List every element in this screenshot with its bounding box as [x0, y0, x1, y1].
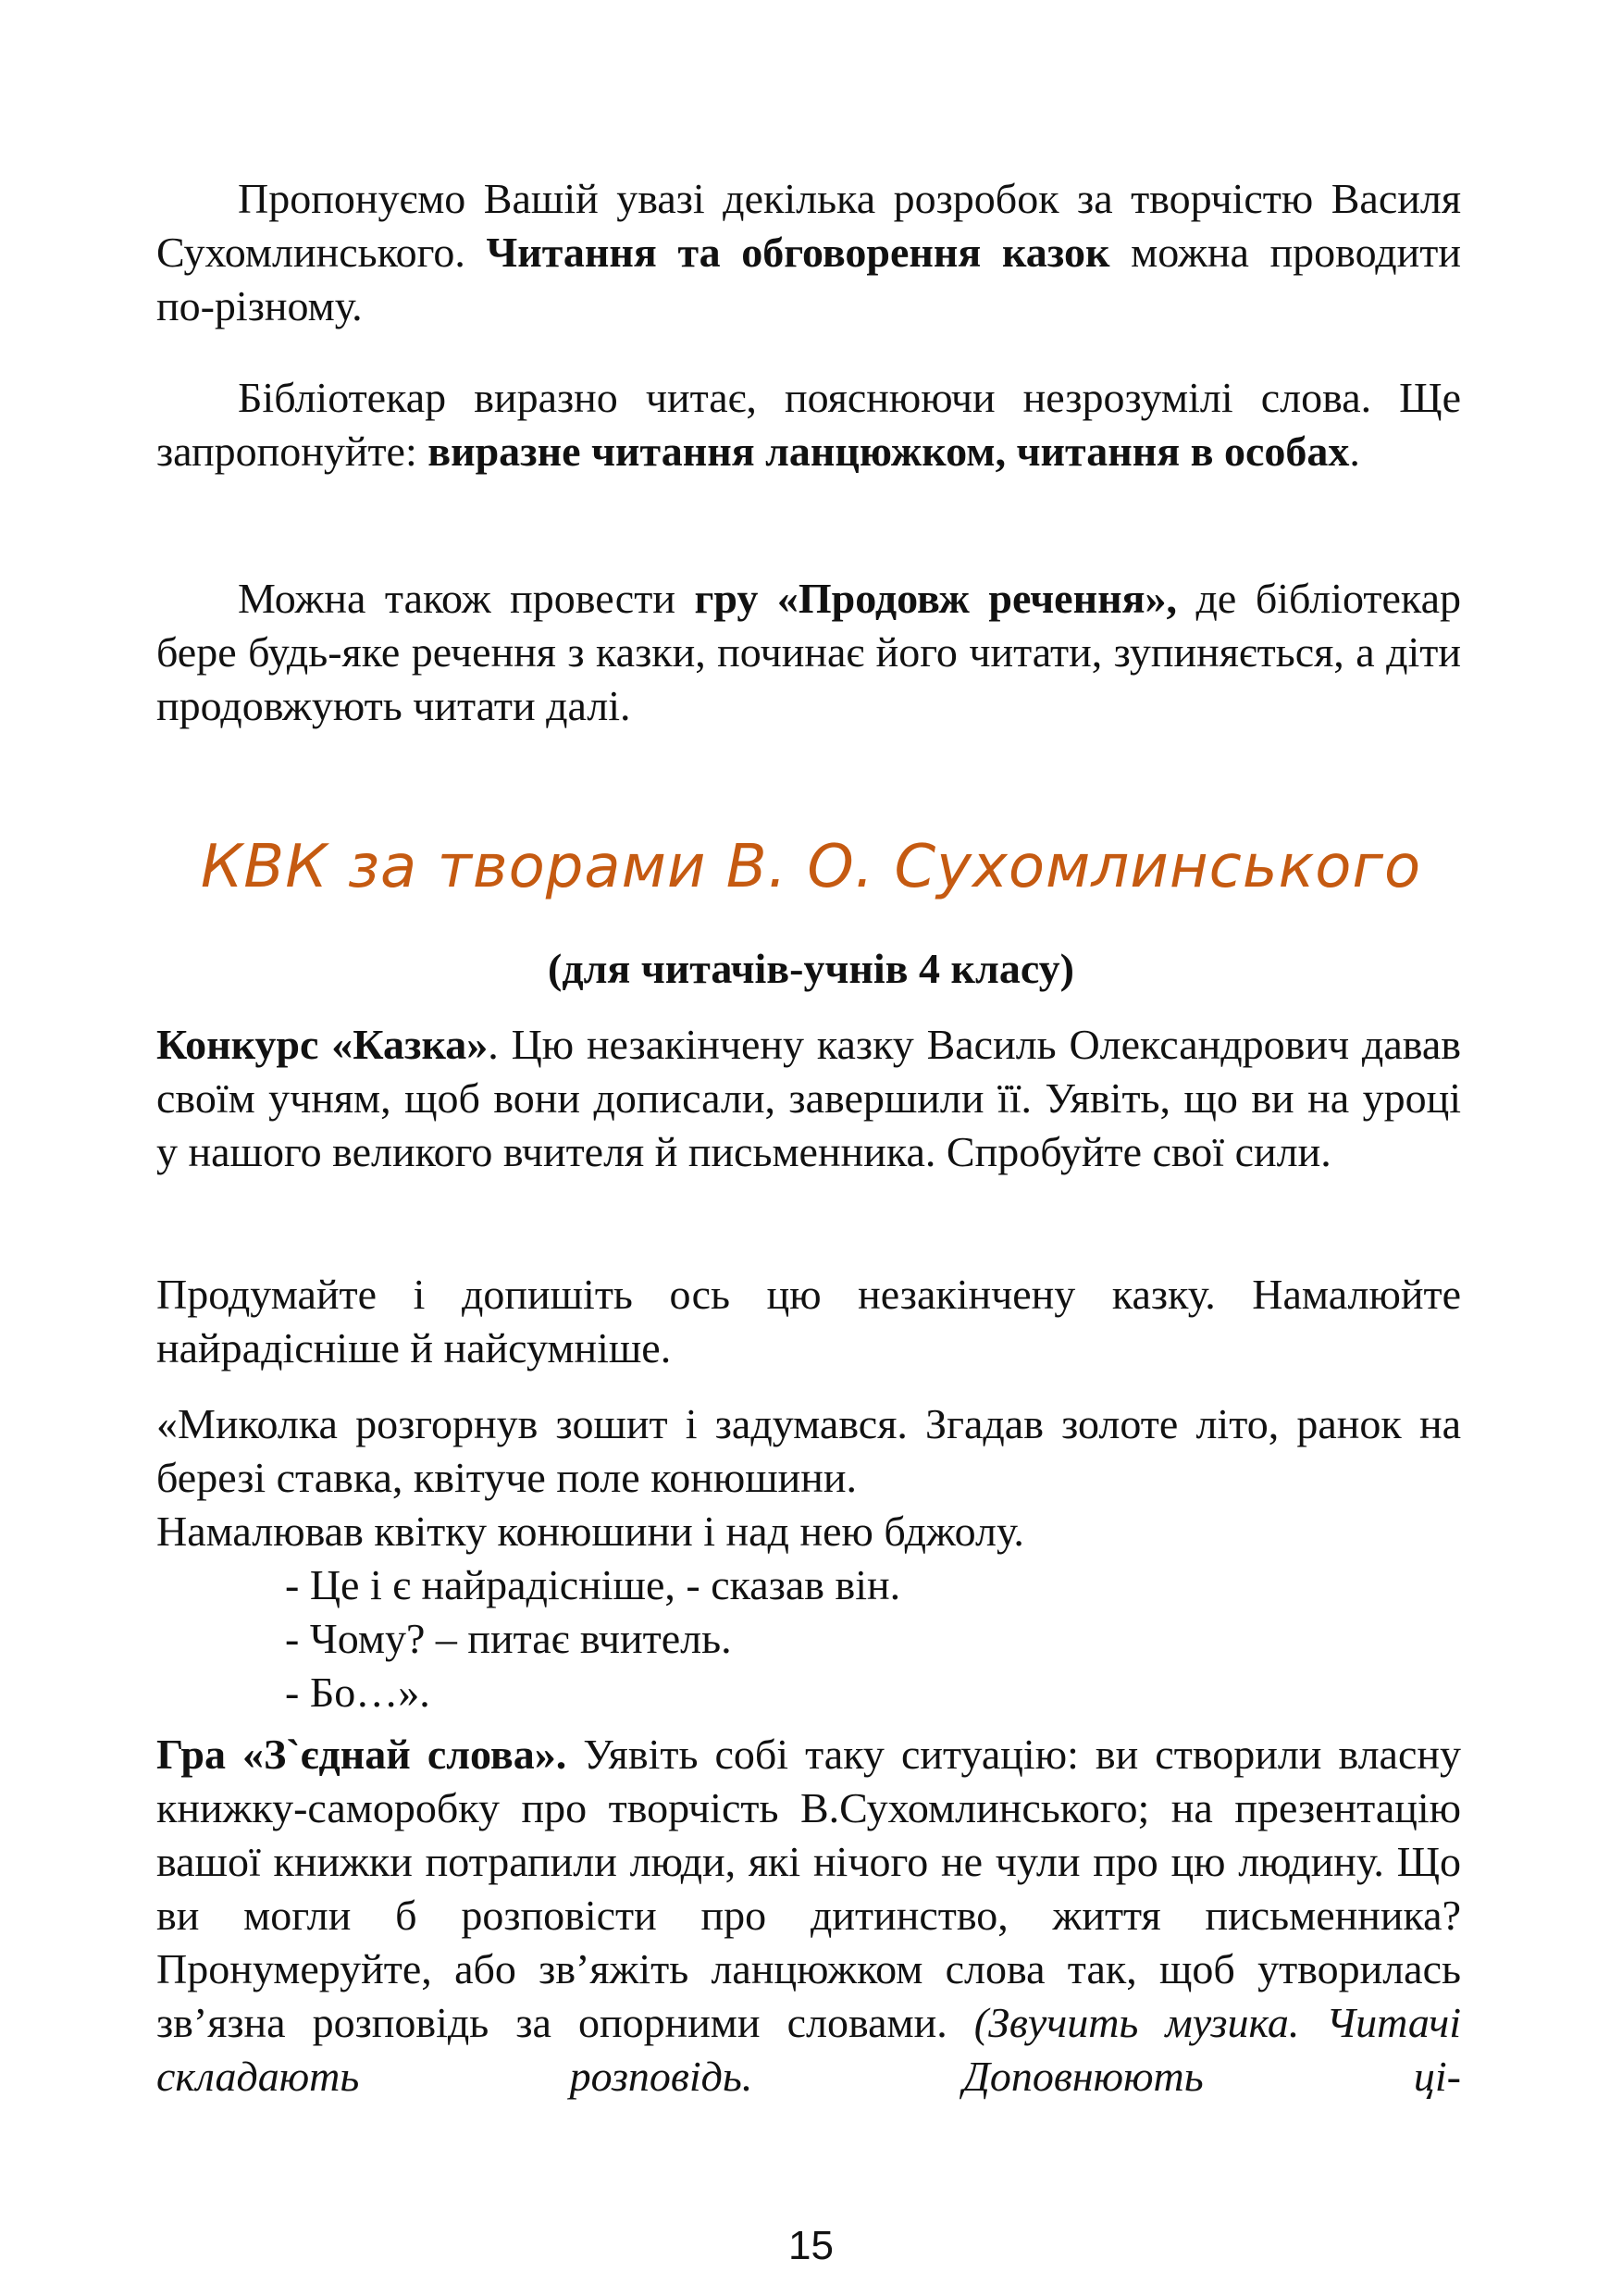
intro-text: Бібліотекар виразно читає, пояснюючи незрозумілі слова. Ще запропонуйте:: [156, 374, 1461, 475]
dialog-line: - Це і є найрадісніше, - сказав він.: [285, 1561, 901, 1608]
intro-text: можна проводити по-різному.: [156, 229, 1462, 329]
intro-paragraph-2: [156, 371, 1461, 478]
intro-paragraph-3: [156, 572, 1461, 733]
intro-text: .: [1349, 428, 1360, 475]
intro-text: Пропонуємо Вашій увазі декілька розробок за творчістю Василя Сухомлинського.: [156, 175, 1461, 276]
game-italic-note: (Звучить музика. Читачі складають розповідь. Доповнюють ці-: [156, 1999, 1462, 2100]
dialog-line: - Чому? – питає вчитель.: [285, 1615, 732, 1662]
intro-bold-phrase: виразне читання ланцюжком, читання в особах: [427, 428, 1350, 475]
intro-bold-phrase: гру «Продовж речення»,: [694, 575, 1177, 622]
contest-paragraph: [156, 1018, 1461, 1179]
task-paragraph: Продумайте і допишіть ось цю незакінчену казку. Намалюйте найрадісніше й найсумніше.: [156, 1271, 1461, 1371]
story-line: Намалював квітку конюшини і над нею бджолу.: [156, 1508, 1024, 1555]
page-number: 15: [788, 2223, 834, 2268]
intro-text: Можна також провести: [238, 575, 695, 622]
game-paragraph: [156, 1728, 1461, 2104]
intro-text: де бібліотекар бере будь-яке речення з казки, починає його читати, зупиняється, а діти продовжують читати далі.: [156, 575, 1461, 729]
contest-text: . Цю незакінчену казку Василь Олександрович давав своїм учням, щоб вони дописали, завершили її. Уявіть, що ви на уроці у нашого великого вчителя й письменника. Спробуйте свої сили.: [156, 1021, 1461, 1175]
contest-label: Конкурс «Казка»: [156, 1021, 489, 1068]
intro-bold-phrase: Читання та обговорення казок: [486, 229, 1110, 276]
intro-paragraph-1: [156, 172, 1461, 333]
section-subtitle: (для читачів-учнів 4 класу): [548, 945, 1074, 992]
game-label: Гра «З`єднай слова».: [156, 1731, 567, 1778]
story-paragraph: [156, 1397, 1461, 1558]
story-line: «Миколка розгорнув зошит і задумався. Згадав золоте літо, ранок на березі ставка, квітуче поле конюшини.: [156, 1400, 1461, 1501]
story-dialog: [285, 1558, 900, 1719]
dialog-line: - Бо…».: [285, 1669, 430, 1716]
section-title: КВК за творами В. О. Сухомлинського: [200, 833, 1422, 901]
game-text: Уявіть собі таку ситуацію: ви створили власну книжку-саморобку про творчість В.Сухомлинського; на презентацію вашої книжки потрапили люди, які нічого не чули про цю людину. Що ви могли б розповісти про дитинство, життя письменника? Пронумеруйте, або зв’яжіть ланцюжком слова так, щоб утворилась зв’язна розповідь за опорними словами.: [156, 1731, 1461, 2046]
